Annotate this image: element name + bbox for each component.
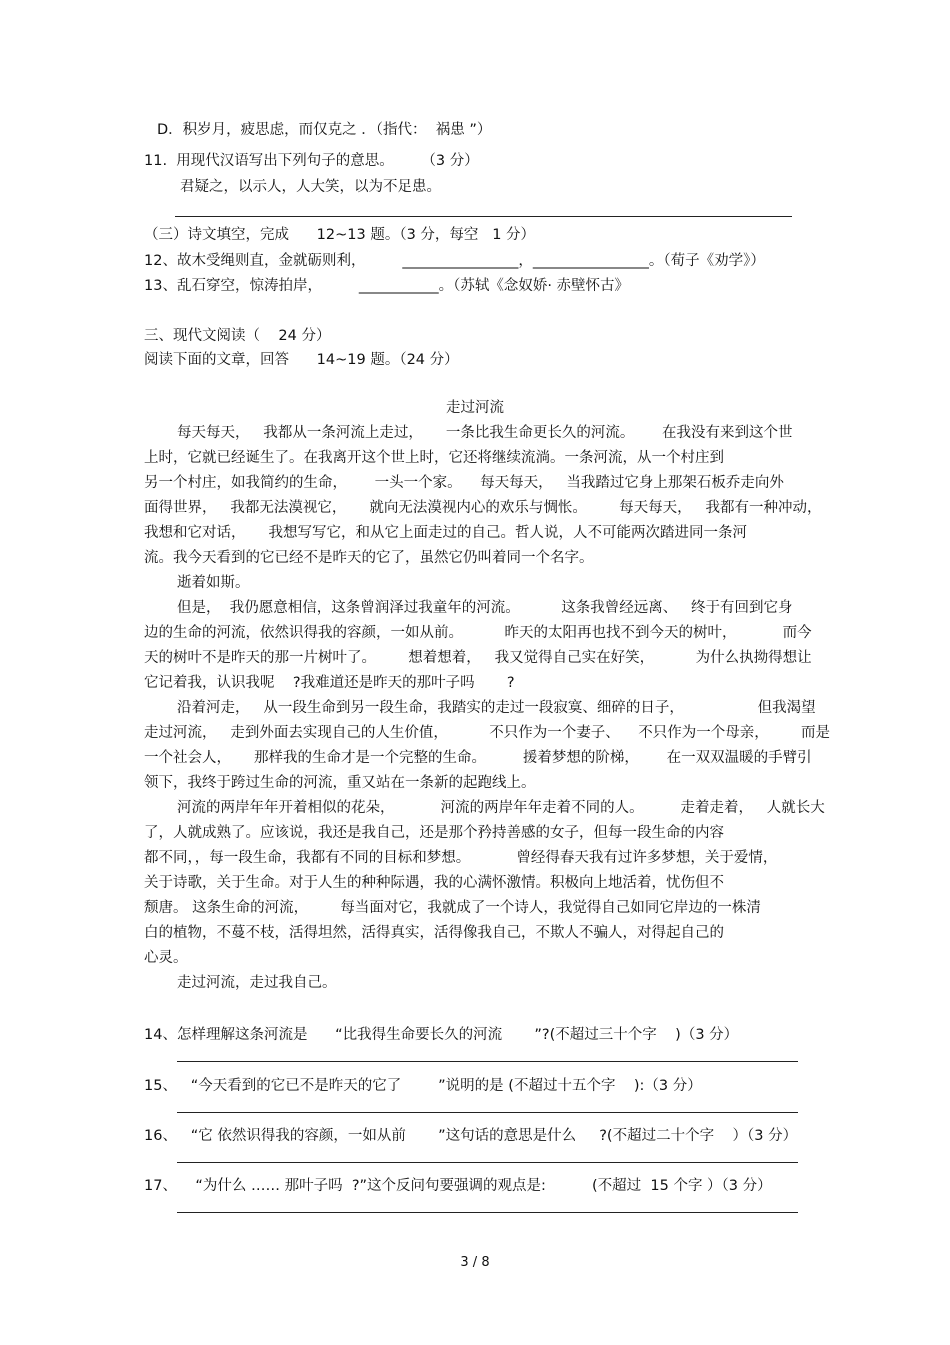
essay-line: 面得世界， 我都无法漠视它， 就向无法漠视内心的欢乐与惆怅。 每天每天， 我都有一种冲动，: [144, 500, 822, 516]
essay-line: 都不同，，每一段生命，我都有不同的目标和梦想。 曾经得春天我有过许多梦想，关于爱情，: [144, 850, 778, 866]
section-modern-reading: 三、现代文阅读（ 24 分）: [144, 328, 331, 344]
question-11: 11. 用现代汉语写出下列句子的意思。 （3 分）: [144, 153, 479, 169]
answer-line-17: [177, 1212, 798, 1213]
essay-line: 走过河流，走过我自己。: [177, 975, 337, 991]
question-16: 16、 “它 依然识得我的容颜，一如从前 ”这句话的意思是什么 ?(不超过二十个字 ）（3 分）: [144, 1128, 798, 1144]
essay-line: 心灵。: [144, 950, 188, 966]
essay-line: 一个社会人， 那样我的生命才是一个完整的生命。 援着梦想的阶梯， 在一双双温暖的手臂引: [144, 750, 812, 766]
question-11-sentence: 君疑之，以示人，人大笑，以为不足患。: [180, 179, 441, 195]
essay-line: 白的植物，不蔓不枝，活得坦然，活得真实，活得像我自己，不欺人不骗人，对得起自己的: [144, 925, 724, 941]
essay-title: 走过河流: [446, 400, 504, 416]
essay-line: 每天每天， 我都从一条河流上走过， 一条比我生命更长久的河流。 在我没有来到这个世: [177, 425, 793, 441]
question-13: 13、乱石穿空，惊涛拍岸， ___________。（苏轼《念奴娇· 赤壁怀古》: [144, 278, 630, 294]
answer-line-11: [175, 216, 792, 217]
question-15: 15、 “今天看到的它已不是昨天的它了 ”说明的是 (不超过十五个字 ):（3 分）: [144, 1078, 702, 1094]
essay-line: 流。我今天看到的它已经不是昨天的它了，虽然它仍叫着同一个名字。: [144, 550, 594, 566]
essay-line: 关于诗歌，关于生命。对于人生的种种际遇，我的心满怀激情。积极向上地活着，忧伤但不: [144, 875, 724, 891]
essay-line: 走过河流， 走到外面去实现自己的人生价值， 不只作为一个妻子、 不只作为一个母亲， 而是: [144, 725, 831, 741]
essay-line: 逝着如斯。: [177, 575, 250, 591]
question-12: 12、故木受绳则直，金就砺则利， ________________，________________。（荀子《劝学》）: [144, 253, 765, 269]
essay-line: 另一个村庄，如我简约的生命， 一头一个家。 每天每天， 当我踏过它身上那架石板乔走向外: [144, 475, 784, 491]
essay-line: 天的树叶不是昨天的那一片树叶了。 想着想着， 我又觉得自己实在好笑， 为什么执拗得想让: [144, 650, 812, 666]
page-number: 3 / 8: [460, 1255, 490, 1270]
option-d-line: D．积岁月，疲思虑，而仅克之 ．（指代： 祸患 ”）: [157, 122, 492, 138]
essay-line: 了，人就成熟了。应该说，我还是我自己，还是那个矜持善感的女子，但每一段生命的内容: [144, 825, 724, 841]
answer-line-16: [177, 1162, 798, 1163]
answer-line-14: [177, 1061, 798, 1062]
question-14: 14、怎样理解这条河流是 “比我得生命要长久的河流 ”?(不超过三十个字 )（3 分）: [144, 1027, 739, 1043]
essay-line: 上时，它就已经诞生了。在我离开这个世上时，它还将继续流淌。一条河流，从一个村庄到: [144, 450, 724, 466]
essay-line: 边的生命的河流，依然识得我的容颜，一如从前。 昨天的太阳再也找不到今天的树叶， 而今: [144, 625, 812, 641]
essay-line: 领下，我终于跨过生命的河流，重又站在一条新的起跑线上。: [144, 775, 536, 791]
essay-line: 但是， 我仍愿意相信，这条曾润泽过我童年的河流。 这条我曾经远离、 终于有回到它身: [177, 600, 793, 616]
essay-line: 它记着我，认识我呢 ?我难道还是昨天的那叶子吗 ?: [144, 675, 515, 691]
reading-instruction: 阅读下面的文章，回答 14~19 题。（24 分）: [144, 352, 459, 368]
essay-line: 颓唐。 这条生命的河流， 每当面对它，我就成了一个诗人，我觉得自己如同它岸边的一株清: [144, 900, 761, 916]
answer-line-15: [177, 1112, 798, 1113]
essay-line: 河流的两岸年年开着相似的花朵， 河流的两岸年年走着不同的人。 走着走着， 人就长大: [177, 800, 825, 816]
question-17: 17、 “为什么 …… 那叶子吗 ?”这个反问句要强调的观点是: (不超过 15 个字 ）（3 分）: [144, 1178, 772, 1194]
section-poetry-fill: （三）诗文填空，完成 12~13 题。（3 分，每空 1 分）: [144, 227, 536, 243]
essay-line: 沿着河走， 从一段生命到另一段生命，我踏实的走过一段寂寞、细碎的日子， 但我渴望: [177, 700, 816, 716]
essay-line: 我想和它对话， 我想写写它，和从它上面走过的自己。哲人说，人不可能两次踏进同一条河: [144, 525, 748, 541]
